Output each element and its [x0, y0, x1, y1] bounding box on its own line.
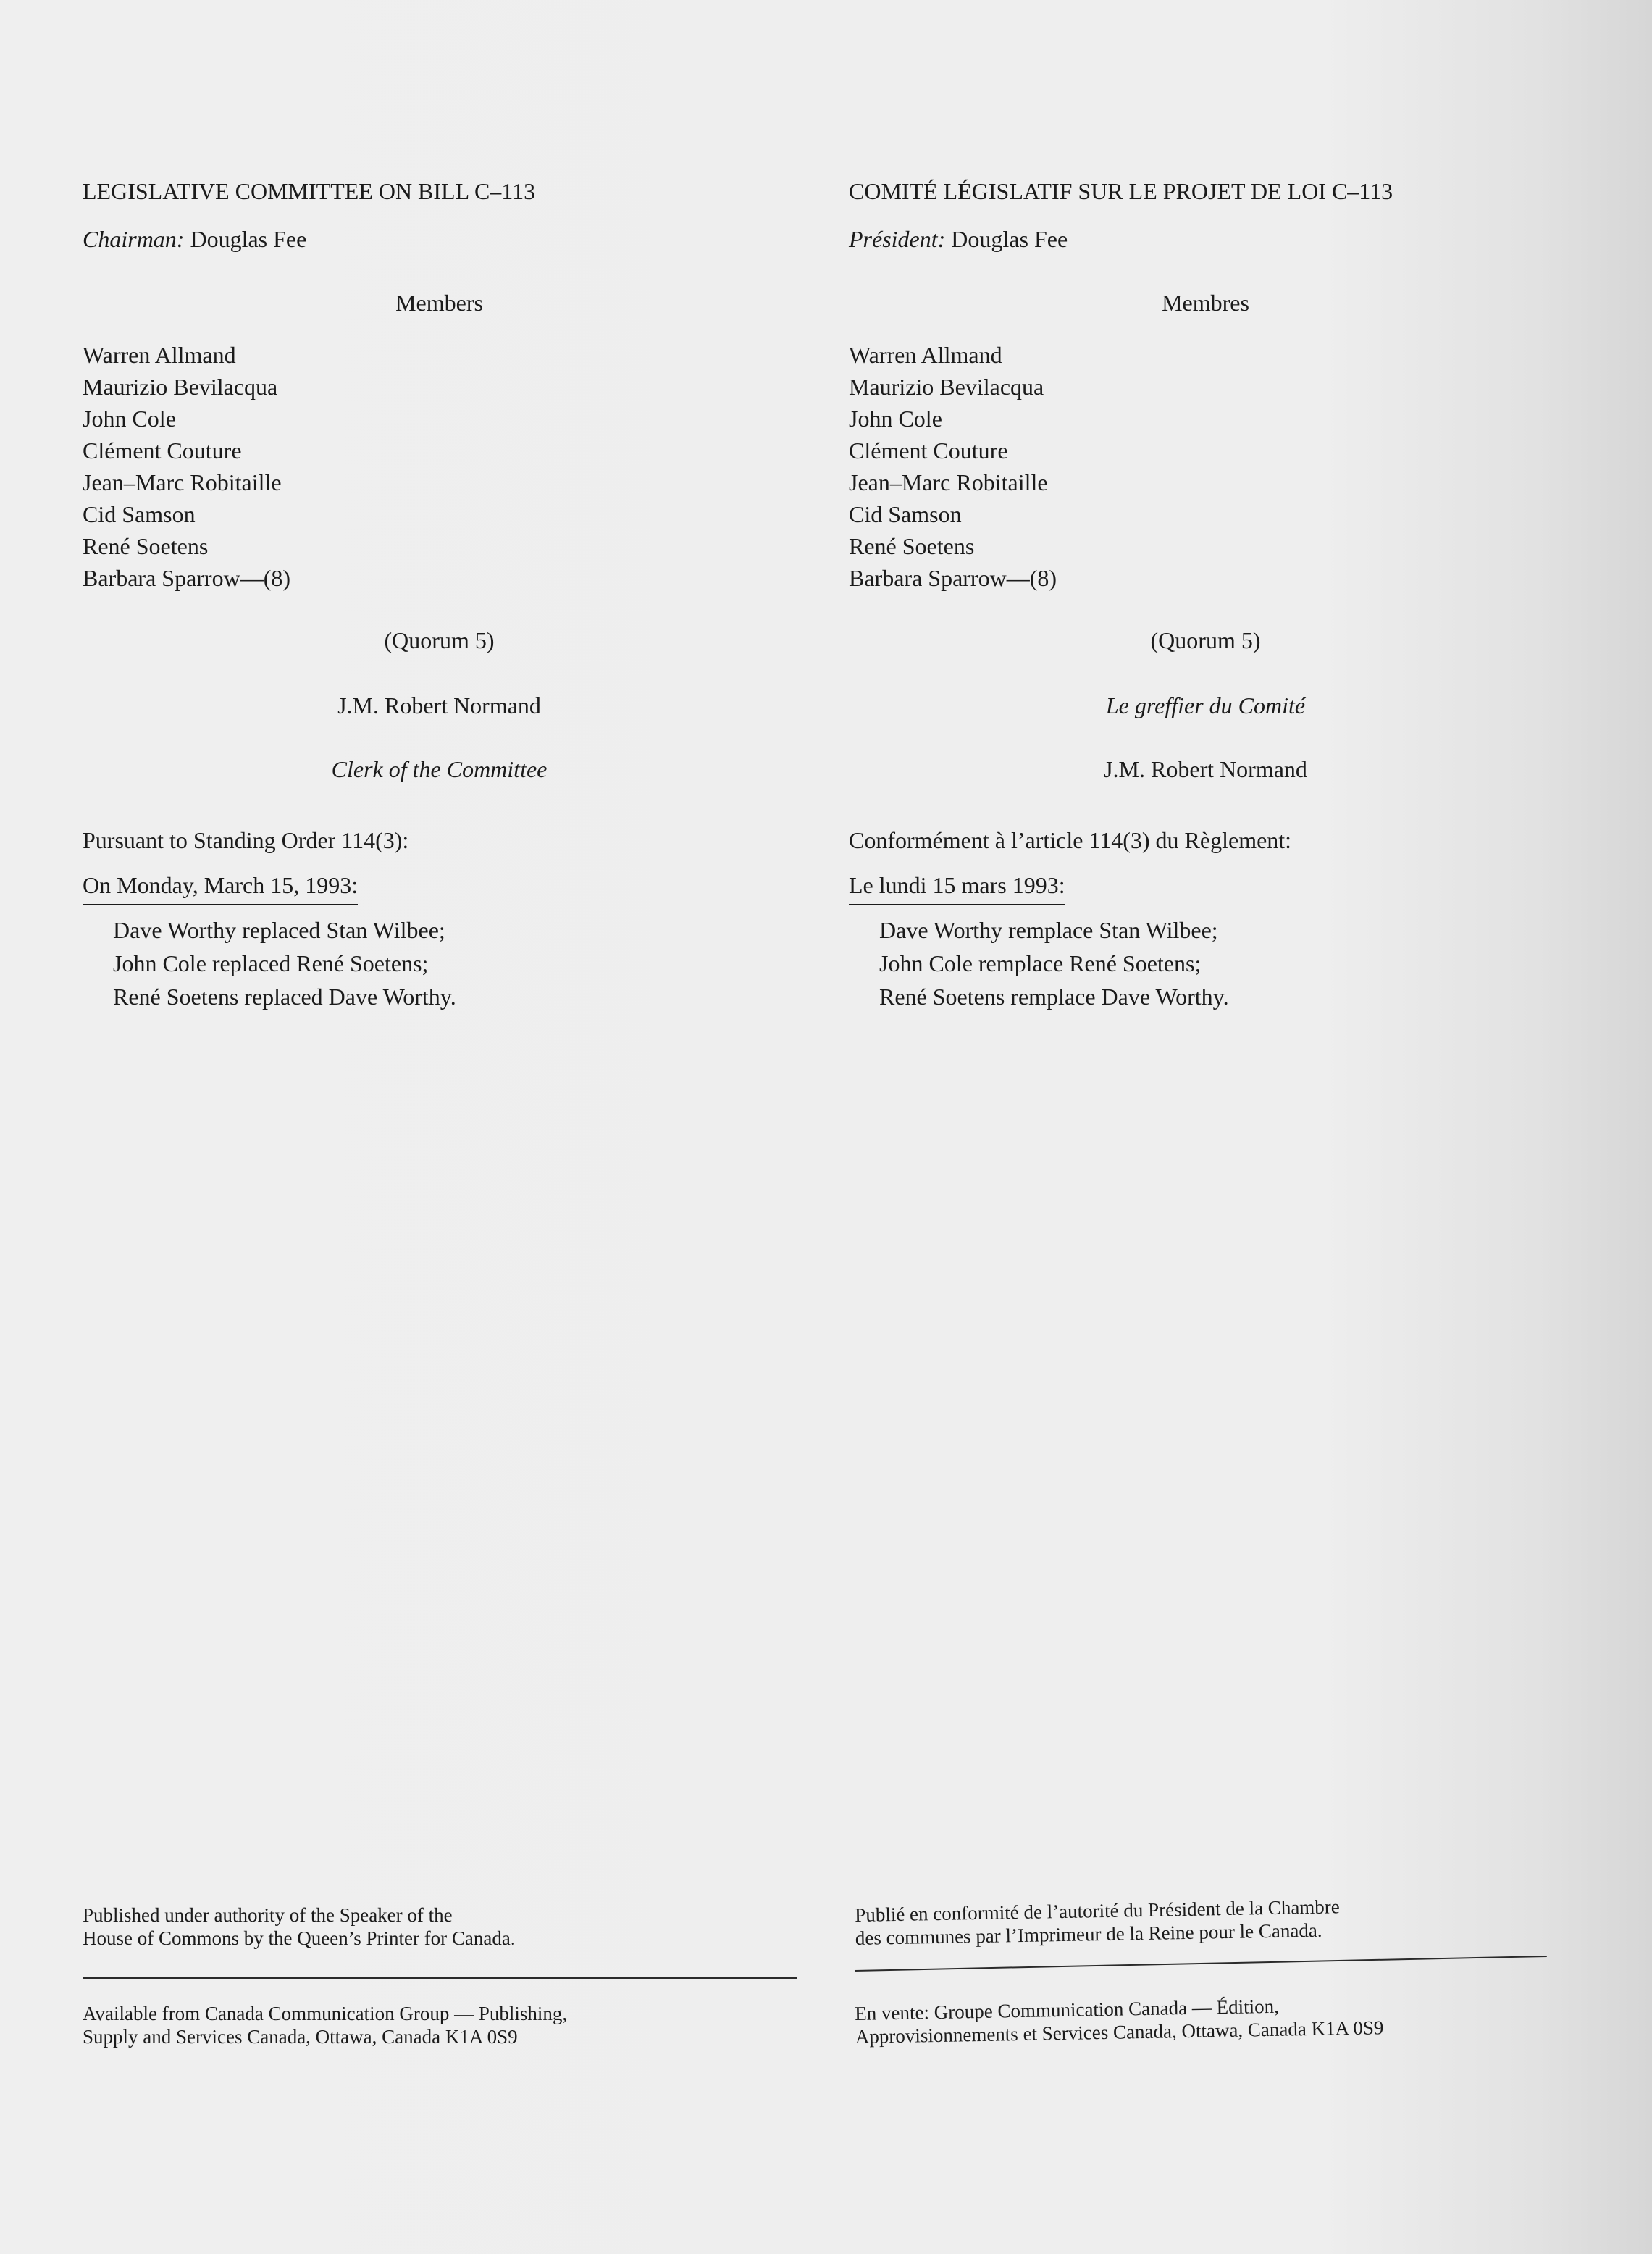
- clerk-title-en: Clerk of the Committee: [331, 756, 548, 782]
- change-item: Dave Worthy remplace Stan Wilbee;: [879, 917, 1218, 943]
- meeting-date-fr: Le lundi 15 mars 1993:: [849, 869, 1065, 905]
- published-line: des communes par l’Imprimeur de la Reine pour le Canada.: [855, 1919, 1322, 1949]
- change-item: René Soetens replaced Dave Worthy.: [113, 984, 456, 1010]
- member-item: Barbara Sparrow—(8): [849, 565, 1057, 591]
- member-item: Maurizio Bevilacqua: [849, 374, 1044, 400]
- changes-list-en: [113, 914, 796, 1013]
- published-line: Published under authority of the Speaker of the: [83, 1904, 453, 1926]
- member-item: Jean–Marc Robitaille: [83, 469, 282, 495]
- pursuant-line-fr: Conformément à l’article 114(3) du Règlement:: [849, 827, 1292, 853]
- change-item: Dave Worthy replaced Stan Wilbee;: [113, 917, 445, 943]
- members-heading-en: Members: [395, 290, 483, 316]
- member-item: Clément Couture: [849, 437, 1008, 464]
- chairman-line-en: [83, 223, 796, 255]
- chairman-label-fr: Président:: [849, 226, 946, 252]
- member-item: John Cole: [849, 406, 942, 432]
- published-line: Publié en conformité de l’autorité du Président de la Chambre: [855, 1895, 1341, 1926]
- french-column: [849, 175, 1562, 1014]
- clerk-name-en: J.M. Robert Normand: [337, 692, 541, 718]
- member-item: John Cole: [83, 406, 176, 432]
- chairman-name-fr: Douglas Fee: [951, 226, 1068, 252]
- pursuant-line-en: Pursuant to Standing Order 114(3):: [83, 827, 409, 853]
- quorum-fr: (Quorum 5): [1150, 627, 1261, 653]
- availability-notice-en: [83, 2002, 796, 2048]
- published-notice-en: [83, 1903, 796, 1950]
- published-line: House of Commons by the Queen’s Printer for Canada.: [83, 1927, 516, 1949]
- change-item: John Cole replaced René Soetens;: [113, 950, 429, 976]
- member-item: Warren Allmand: [83, 342, 236, 368]
- member-item: Cid Samson: [849, 501, 962, 527]
- clerk-name-fr: J.M. Robert Normand: [1104, 756, 1307, 782]
- availability-notice-fr: [855, 1990, 1569, 2048]
- chairman-label-en: Chairman:: [83, 226, 185, 252]
- member-item: Warren Allmand: [849, 342, 1002, 368]
- availability-line: Supply and Services Canada, Ottawa, Canada K1A 0S9: [83, 2026, 518, 2048]
- changes-list-fr: [879, 914, 1562, 1013]
- member-item: Barbara Sparrow—(8): [83, 565, 290, 591]
- member-item: Clément Couture: [83, 437, 242, 464]
- member-item: René Soetens: [83, 533, 209, 559]
- availability-line: Approvisionnements et Services Canada, Ottawa, Canada K1A 0S9: [855, 2016, 1384, 2048]
- change-item: René Soetens remplace Dave Worthy.: [879, 984, 1229, 1010]
- committee-title-fr: COMITÉ LÉGISLATIF SUR LE PROJET DE LOI C–113: [849, 178, 1393, 204]
- members-heading-fr: Membres: [1162, 290, 1249, 316]
- member-item: Cid Samson: [83, 501, 196, 527]
- members-list-fr: [849, 339, 1562, 594]
- footer-divider-en: [83, 1977, 797, 1979]
- availability-line: Available from Canada Communication Group — Publishing,: [83, 2003, 568, 2024]
- quorum-en: (Quorum 5): [384, 627, 495, 653]
- chairman-line-fr: [849, 223, 1562, 255]
- committee-title-en: LEGISLATIVE COMMITTEE ON BILL C–113: [83, 178, 536, 204]
- clerk-title-fr: Le greffier du Comité: [1105, 692, 1306, 718]
- change-item: John Cole remplace René Soetens;: [879, 950, 1202, 976]
- meeting-date-en: On Monday, March 15, 1993:: [83, 869, 358, 905]
- member-item: Jean–Marc Robitaille: [849, 469, 1048, 495]
- member-item: René Soetens: [849, 533, 975, 559]
- members-list-en: [83, 339, 796, 594]
- published-notice-fr: [855, 1891, 1569, 1950]
- availability-line: En vente: Groupe Communication Canada — Édition,: [855, 1995, 1280, 2024]
- footer-divider-fr: [855, 1956, 1547, 1972]
- english-column: [83, 175, 796, 1014]
- member-item: Maurizio Bevilacqua: [83, 374, 278, 400]
- chairman-name-en: Douglas Fee: [190, 226, 307, 252]
